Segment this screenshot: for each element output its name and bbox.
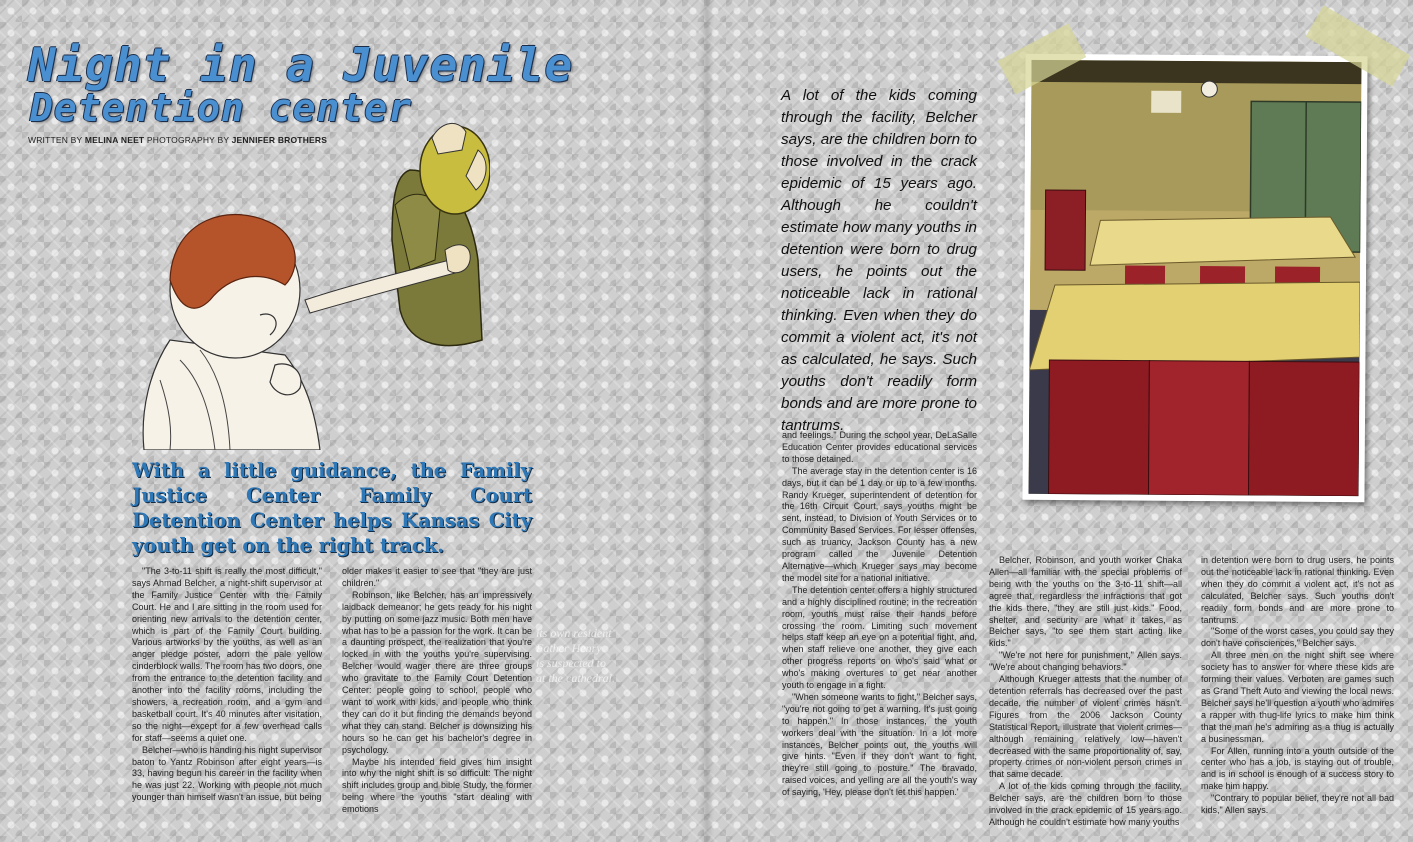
child-fist bbox=[270, 364, 301, 395]
body-column-2 bbox=[342, 566, 532, 816]
paragraph: Although Krueger attests that the number of detention referrals has decreased over the past decade, the number of violent crimes hasn't. Figures from the 2006 Jackson County Statistical Report, illustrate that violent crimes—although remaining relatively low—haven't decreased with the same proportionality of, say, property crimes or non-violent person crimes in that same decade. bbox=[989, 674, 1182, 780]
paragraph: "Some of the worst cases, you could say they don't have consciences," Belcher says. bbox=[1201, 626, 1394, 649]
written-by-label: WRITTEN BY bbox=[28, 135, 83, 145]
paragraph: All three men on the night shift see where society has to answer for where these kids are forming their values. Verboten are games such as Grand Theft Auto and viewing the local news. Belcher says he'll question a youth who admires a rapper with thug-life lyrics to make him think that the man he's admiring as a thug is actually a businessman. bbox=[1201, 650, 1394, 744]
wall-poster bbox=[1151, 91, 1181, 113]
right-page bbox=[706, 0, 1413, 842]
paragraph: and feelings." During the school year, DeLaSalle Education Center provides educational services to those detained. bbox=[782, 430, 977, 464]
detention-room-photo bbox=[1022, 54, 1367, 502]
ghost-line: at the cathedral. bbox=[536, 671, 615, 685]
paragraph: in detention were born to drug users, he points out the noticeable lack in rational thinking. Even when they do commit a violent act, it's not as calculated, Belcher says. Such youths don't readily form bonds and are more prone to tantrums. bbox=[1201, 555, 1394, 625]
left-page bbox=[0, 0, 706, 842]
paragraph: The detention center offers a highly structured and a highly disciplined routine; in the recreation room, youths must raise their hands before crossing the room. Limiting such movement helps staff keep an eye on a potential fight, and, when staff relieve one another, they give each other progress reports on who's said what or who's making overtures to get near another youth to engage in a fight. bbox=[782, 584, 977, 691]
ghost-line: its own resident bbox=[536, 626, 612, 640]
chair-front-3 bbox=[1248, 361, 1359, 496]
article-deck: With a little guidance, the Family Justice Center Family Court Detention Center helps Kansas City youth get on the right track. bbox=[132, 459, 532, 557]
paragraph: The average stay in the detention center is 16 days, but it can be 1 day or up to a few months. Randy Krueger, superintendent of detention for the 16th Circuit Court, says youths might be sent, instead, to Division of Youth Services or to Community Based Services. For lesser offenses, such as truancy, Jackson County has a new program called the Juvenile Detention Alternative—which Krueger says may become the model site for a national initiative. bbox=[782, 465, 977, 583]
adult-hand-left bbox=[432, 123, 466, 154]
paragraph: Belcher—who is handing his night supervisor baton to Yantz Robinson after eight years—is 33, having begun his career in the facility when he was just 22. Working with people not much younger than himself wasn't an issue, but being bbox=[132, 744, 322, 803]
paragraph: "When someone wants to fight," Belcher says, "you're not going to get a warning. It's just going to happen." In those instances, the youth workers deal with the situation. In a lot more instances, Belcher points out, the youths will give hints. "Even if they don't want to fight, they're still going to posture." The bravado, raised voices, and yelling are all the youth's way of saying, 'Hey, please don't let this happen.' bbox=[782, 691, 977, 798]
reaching-hand bbox=[445, 245, 470, 273]
author-name: MELINA NEET bbox=[84, 135, 145, 145]
body-column-4 bbox=[989, 555, 1182, 829]
ghost-line: is suspected to bbox=[536, 656, 606, 670]
pull-quote: A lot of the kids coming through the facility, Belcher says, are the children born to those involved in the crack epidemic of 15 years ago. Although he couldn't estimate how many youths in detention were born to drug users, he points out the noticeable lack in rational thinking. Even when they do commit a violent act, it's not as calculated, he says. Such youths don't readily form bonds and are more prone to tantrums. bbox=[781, 87, 977, 434]
paragraph: older makes it easier to see that "they are just children." bbox=[342, 566, 532, 588]
bleed-through-text bbox=[536, 626, 656, 686]
photography-label: PHOTOGRAPHY BY bbox=[146, 135, 230, 145]
body-column-5 bbox=[1201, 555, 1394, 817]
chair-stack bbox=[1045, 190, 1086, 270]
table-front bbox=[1029, 280, 1360, 372]
paragraph: Robinson, like Belcher, has an impressively laidback demeanor; he gets ready for his night by putting on some jazz music. Both men have what has to be a passion for the work. It can be a daunting prospect, the realization that you're locked in with the youths you're supervising. Belcher would wager there are three groups who gravitate to the Family Court Detention Center: people going to school, people who want to work with kids, and people who think they can do it but finding the demands beyond what they can stand. Belcher is downsizing his hours so he can get his bachelor's degree in psychology. bbox=[342, 589, 532, 755]
paragraph: For Allen, running into a youth outside of the center who has a job, is staying out of trouble, and is in school is enough of a success story to make him happy. bbox=[1201, 745, 1394, 792]
article-title-line-2: Detention center bbox=[30, 86, 413, 130]
paragraph: "We're not here for punishment," Allen says. "We're about changing behaviors." bbox=[989, 650, 1182, 673]
paragraph: Maybe his intended field gives him insight into why the night shift is so difficult: The night shift includes group and bible Study, the former being where the youths "start dealing with emotions bbox=[342, 756, 532, 815]
paragraph: "The 3-to-11 shift is really the most difficult," says Ahmad Belcher, a night-shift supervisor at the Family Justice Center with the Family Court. He and I are sitting in the room used for orienting new arrivals to the detention center, which is part of the Family Court building. Various artworks by the youths, as well as an anger pledge poster, adorn the pale yellow cinderblock walls. The room has two doors, one from the entrance to the detention facility and another into the facility rooms, including the showers, a recreation room, and a gym and basketball court. It's 40 minutes after visitation, so the night—except for a few overhead calls for staff—seems a quiet one. bbox=[132, 566, 322, 743]
photo-image bbox=[1028, 60, 1361, 496]
article-title-line-1: Night in a Juvenile bbox=[28, 38, 574, 92]
body-column-3 bbox=[782, 430, 977, 799]
body-column-1 bbox=[132, 566, 322, 804]
ghost-line: Father Henry bbox=[536, 641, 602, 655]
paragraph: Belcher, Robinson, and youth worker Chaka Allen—all familiar with the special problems of being with the youths on the 3-to-11 shift—all agree that, regardless the infractions that got the kids there, "they are still just kids." Food, shelter, and security are what it takes, as Belcher says, "to see them start acting like kids." bbox=[989, 555, 1182, 649]
paragraph: "Contrary to popular belief, they're not all bad kids," Allen says. bbox=[1201, 793, 1394, 816]
photographer-name: JENNIFER BROTHERS bbox=[231, 135, 328, 145]
chair-front-1 bbox=[1048, 360, 1149, 495]
wall-clock bbox=[1201, 81, 1217, 97]
paragraph: A lot of the kids coming through the facility, Belcher says, are the children born to those involved in the crack epidemic of 15 years ago. Although he couldn't estimate how many youths bbox=[989, 781, 1182, 827]
illustration-adult-reaching-child bbox=[110, 110, 490, 450]
ceiling-dark bbox=[1031, 60, 1361, 84]
chair-front-2 bbox=[1148, 361, 1249, 496]
